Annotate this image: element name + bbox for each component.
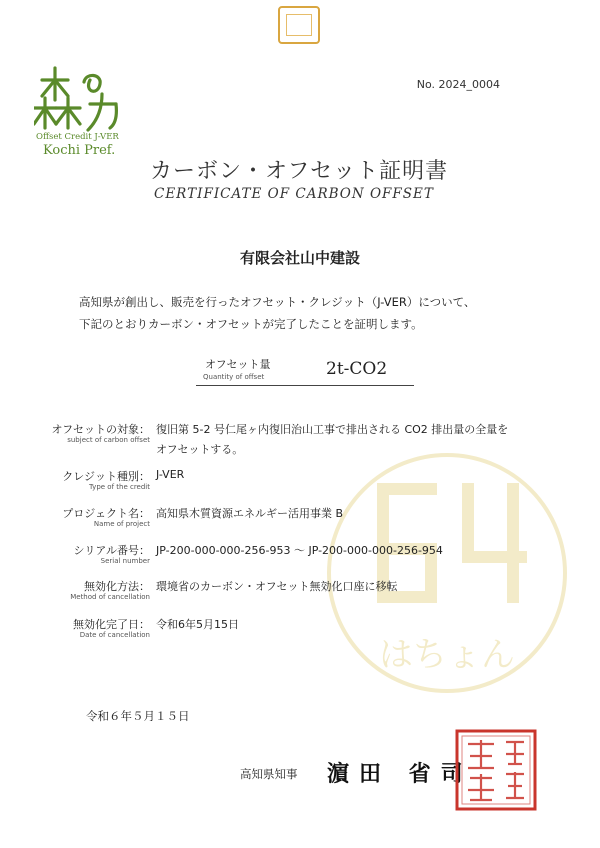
logo-subtitle: Offset Credit J-VER [36, 132, 119, 142]
detail-label-project: プロジェクト名： [62, 507, 150, 520]
detail-label-en-method: Method of cancellation [70, 593, 150, 601]
issue-date: 令和６年５月１５日 [86, 709, 190, 723]
detail-label-credit-type: クレジット種別： [62, 470, 150, 483]
detail-value-date: 令和6年5月15日 [156, 618, 239, 631]
detail-label-en-serial: Serial number [100, 557, 150, 565]
detail-label-subject: オフセットの対象： [51, 423, 150, 436]
logo-prefecture: Kochi Pref. [43, 143, 116, 158]
detail-label-serial: シリアル番号： [73, 544, 150, 557]
detail-label-en-project: Name of project [93, 520, 150, 528]
detail-label-en-subject: subject of carbon offset [67, 436, 150, 444]
intro-line-1: 高知県が創出し、販売を行ったオフセット・クレジット（J-VER）について、 [79, 295, 476, 309]
top-seal-stamp [278, 6, 320, 44]
detail-value-subject-cont: オフセットする。 [156, 443, 244, 456]
official-seal-stamp [454, 728, 538, 812]
quantity-underline [196, 385, 414, 386]
watermark-text: はちょん [379, 635, 515, 675]
detail-value-method: 環境省のカーボン・オフセット無効化口座に移転 [156, 580, 398, 593]
detail-value-serial: JP-200-000-000-256-953 ～ JP-200-000-000-256-954 [156, 544, 443, 557]
title-japanese: カーボン・オフセット証明書 [150, 159, 449, 184]
quantity-label: オフセット量 [205, 358, 271, 371]
detail-label-en-date: Date of cancellation [79, 631, 150, 639]
detail-label-date: 無効化完了日： [73, 618, 150, 631]
title-english: CERTIFICATE OF CARBON OFFSET [154, 186, 434, 202]
recipient-company: 有限会社山中建設 [239, 249, 360, 267]
governor-title: 高知県知事 [240, 767, 298, 781]
detail-value-subject: 復旧第 5-2 号仁尾ヶ内復旧治山工事で排出される CO2 排出量の全量を [156, 423, 509, 436]
detail-value-credit-type: J-VER [156, 468, 185, 481]
watermark-emblem [322, 448, 572, 698]
quantity-value: 2t-CO2 [326, 359, 388, 379]
intro-line-2: 下記のとおりカーボン・オフセットが完了したことを証明します。 [79, 317, 423, 331]
detail-value-project: 高知県木質資源エネルギー活用事業 B [156, 507, 344, 520]
detail-label-en-credit-type: Type of the credit [88, 483, 150, 491]
certificate-number: No. 2024_0004 [416, 78, 500, 91]
quantity-label-en: Quantity of offset [203, 373, 265, 381]
governor-name: 濵田 省司 [327, 761, 473, 787]
detail-label-method: 無効化方法： [84, 580, 150, 593]
